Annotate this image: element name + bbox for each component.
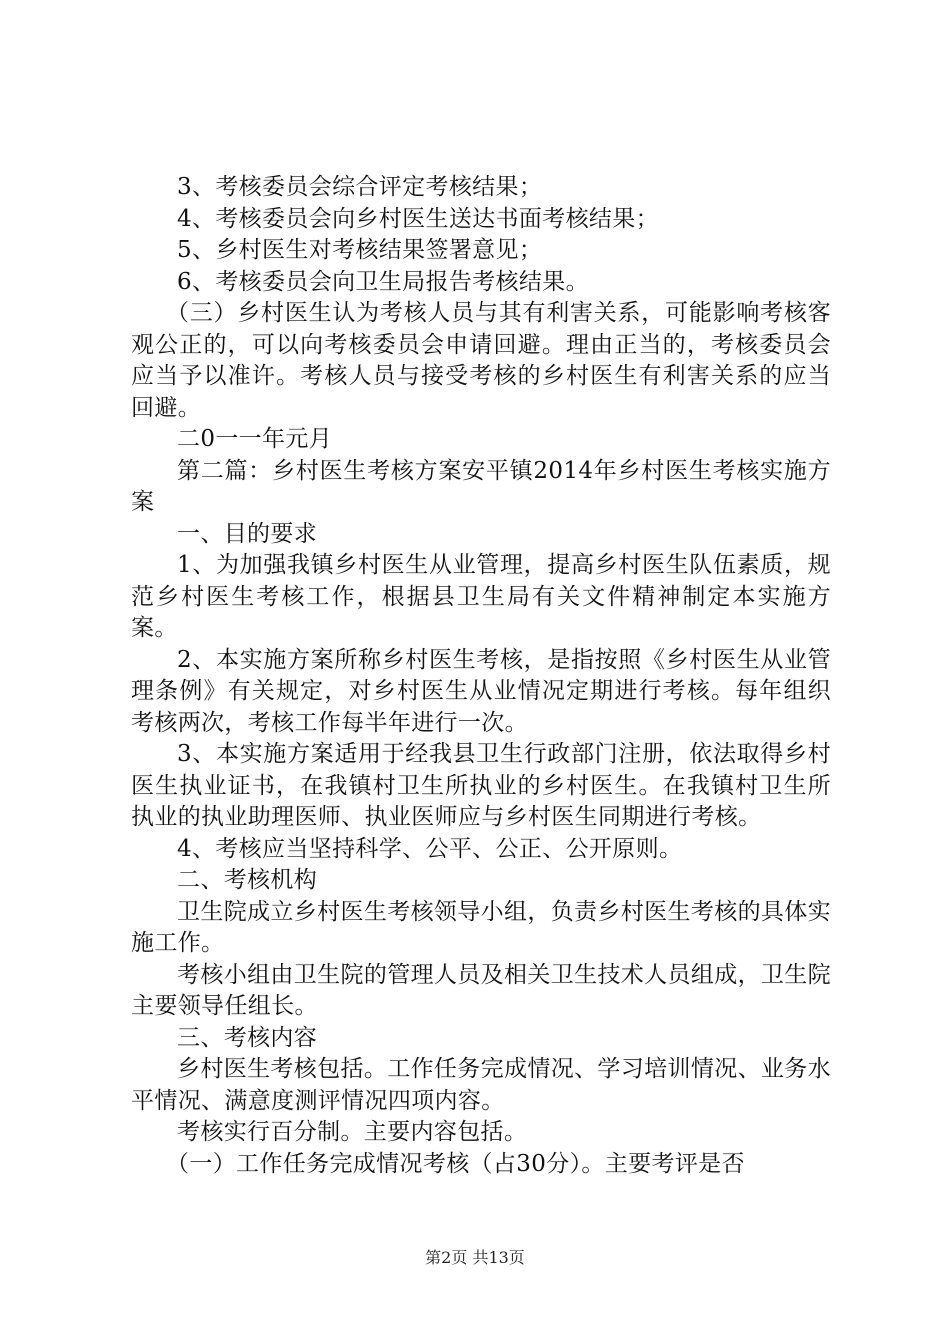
heading-objectives: 一、目的要求 — [177, 520, 318, 547]
date-line: 二0一一年元月 — [177, 426, 333, 452]
paragraph-objective-4: 4、考核应当坚持科学、公平、公正、公开原则。 — [177, 835, 683, 862]
section-title-part-two: 第二篇：乡村医生考核方案安平镇2014年乡村医生考核实施方案 — [131, 457, 831, 515]
paragraph-organization-2: 考核小组由卫生院的管理人员及相关卫生技术人员组成，卫生院主要领导任组长。 — [131, 961, 831, 1019]
paragraph-objective-3: 3、本实施方案适用于经我县卫生行政部门注册，依法取得乡村医生执业证书，在我镇村卫生所执业的乡村医生。在我镇村卫生所执业的执业助理医师、执业医师应与乡村医生同期进行考核。 — [131, 741, 831, 830]
list-item-step-6: 6、考核委员会向卫生局报告考核结果。 — [177, 268, 589, 295]
heading-organization: 二、考核机构 — [177, 867, 318, 893]
page-number-label: 第2页 共13页 — [425, 1248, 525, 1267]
paragraph-content-1: 乡村医生考核包括。工作任务完成情况、学习培训情况、业务水平情况、满意度测评情况四项内容。 — [131, 1056, 831, 1114]
paragraph-organization-1: 卫生院成立乡村医生考核领导小组，负责乡村医生考核的具体实施工作。 — [131, 898, 831, 956]
heading-content: 三、考核内容 — [177, 1024, 318, 1051]
paragraph-recusal: （三）乡村医生认为考核人员与其有利害关系，可能影响考核客观公正的，可以向考核委员会申请回避。理由正当的，考核委员会应当予以准许。考核人员与接受考核的乡村医生有利害关系的应当回避。 — [131, 300, 831, 421]
list-item-step-3: 3、考核委员会综合评定考核结果； — [177, 174, 543, 200]
paragraph-objective-1: 1、为加强我镇乡村医生从业管理，提高乡村医生队伍素质，规范乡村医生考核工作，根据县卫生局有关文件精神制定本实施方案。 — [131, 552, 831, 641]
list-item-step-4: 4、考核委员会向乡村医生送达书面考核结果； — [177, 205, 659, 232]
list-item-step-5: 5、乡村医生对考核结果签署意见； — [177, 237, 543, 263]
page-footer — [0, 1248, 950, 1268]
document-body — [131, 172, 831, 1180]
paragraph-content-3: （一）工作任务完成情况考核（占30分）。主要考评是否 — [166, 1150, 745, 1177]
paragraph-objective-2: 2、本实施方案所称乡村医生考核，是指按照《乡村医生从业管理条例》有关规定，对乡村医生从业情况定期进行考核。每年组织考核两次，考核工作每半年进行一次。 — [131, 646, 831, 736]
paragraph-content-2: 考核实行百分制。主要内容包括。 — [177, 1119, 528, 1145]
